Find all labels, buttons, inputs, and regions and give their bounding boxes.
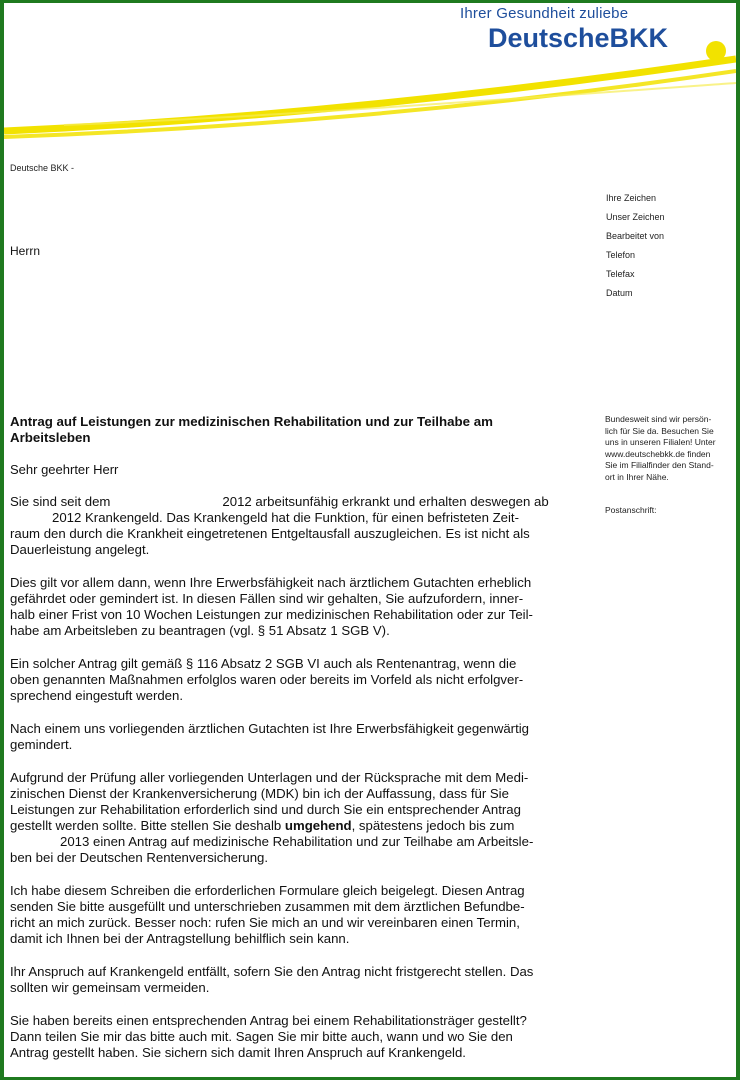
branch-info-note: [605, 414, 733, 483]
text-line: Dies gilt vor allem dann, wenn Ihre Erwerbsfähigkeit nach ärztlichem Gutachten erheblich: [10, 575, 532, 590]
paragraph-2: [10, 575, 590, 639]
text-line: Nach einem uns vorliegenden ärztlichen Gutachten ist Ihre Erwerbsfähigkeit gegenwärtig: [10, 721, 529, 736]
text-line: halb einer Frist von 10 Wochen Leistungen zur medizinischen Rehabilitation oder zur Teil-: [10, 607, 533, 622]
branch-info-line: Sie im Filialfinder den Stand-: [605, 460, 714, 470]
ref-field-ihre-zeichen: Ihre Zeichen: [606, 193, 657, 203]
brand-logo: [488, 23, 668, 54]
text-line: , spätestens jedoch bis zum: [351, 818, 515, 833]
text-line: senden Sie bitte ausgefüllt und unterschrieben zusammen mit dem ärztlichen Befundbe-: [10, 899, 525, 914]
text-line: Ich habe diesem Schreiben die erforderlichen Formulare gleich beigelegt. Diesen Antrag: [10, 883, 525, 898]
text-line: oben genannten Maßnahmen erfolglos waren oder bereits im Vorfeld als nicht erfolgver-: [10, 672, 524, 687]
ref-field-bearbeitet-von: Bearbeitet von: [606, 231, 665, 241]
text-line: gemindert.: [10, 737, 73, 752]
text-line: Sie haben bereits einen entsprechenden Antrag bei einem Rehabilitationsträger gestellt?: [10, 1013, 527, 1028]
text-line: Ihr Anspruch auf Krankengeld entfällt, sofern Sie den Antrag nicht fristgerecht stellen. Das: [10, 964, 534, 979]
text-line: Dauerleistung angelegt.: [10, 542, 150, 557]
text-line: raum den durch die Krankheit eingetretenen Entgeltausfall auszugleichen. Es ist nicht als: [10, 526, 530, 541]
text-line: Dann teilen Sie mir das bitte auch mit. Sagen Sie mir bitte auch, wann und wo Sie den: [10, 1029, 513, 1044]
letter-body: [10, 494, 590, 1077]
text-line: zinischen Dienst der Krankenversicherung (MDK) bin ich der Auffassung, dass für Sie: [10, 786, 509, 801]
ref-field-datum: Datum: [606, 288, 633, 298]
branch-info-line: lich für Sie da. Besuchen Sie: [605, 425, 714, 436]
postal-address-label: Postanschrift:: [605, 505, 657, 515]
text-line: damit ich Ihnen bei der Antragstellung behilflich sein kann.: [10, 931, 350, 946]
text-line: Leistungen zur Rehabilitation erforderlich sind und durch Sie ein entsprechender Antrag: [10, 802, 521, 817]
ref-field-telefon: Telefon: [606, 250, 636, 260]
ref-field-unser-zeichen: Unser Zeichen: [606, 212, 665, 222]
brand-tagline: Ihrer Gesundheit zuliebe: [460, 5, 629, 22]
branch-info-line: uns in unseren Filialen! Unter: [605, 437, 716, 447]
brand-logo-second: BKK: [609, 23, 669, 53]
branch-info-url: www.deutschebkk.de finden: [605, 448, 711, 459]
paragraph-4: [10, 721, 590, 753]
paragraph-3: [10, 656, 590, 704]
text-line: 2012 Krankengeld. Das Krankengeld hat die Funktion, für einen befristeten Zeit-: [52, 510, 519, 525]
text-line: gefährdet oder gemindert ist. In diesen Fällen sind wir gehalten, Sie aufzufordern, inner-: [10, 591, 524, 606]
text-line: Aufgrund der Prüfung aller vorliegenden Unterlagen und der Rücksprache mit dem Medi-: [10, 770, 529, 785]
text-line: richt an mich zurück. Besser noch: rufen Sie mich an und wir vereinbaren einen Termin,: [10, 915, 520, 930]
letter-subject: [10, 414, 550, 446]
paragraph-7: [10, 964, 590, 996]
text-line: Ein solcher Antrag gilt gemäß § 116 Absatz 2 SGB VI auch als Rentenantrag, wenn die: [10, 656, 517, 671]
branch-info-line: Bundesweit sind wir persön-: [605, 414, 712, 424]
paragraph-5: [10, 770, 590, 866]
paragraph-6: [10, 883, 590, 947]
text-line: gestellt werden sollte. Bitte stellen Sie deshalb: [10, 818, 285, 833]
yellow-swoosh-decoration: [4, 53, 736, 143]
text-line: ben bei der Deutschen Rentenversicherung.: [10, 850, 269, 865]
text-line: habe am Arbeitsleben zu beantragen (vgl. § 51 Absatz 1 SGB V).: [10, 623, 390, 638]
letter-greeting: Sehr geehrter Herr: [10, 462, 119, 477]
branch-info-line: ort in Ihrer Nähe.: [605, 471, 669, 482]
paragraph-8: [10, 1013, 590, 1061]
letter-page: [4, 3, 736, 1077]
reference-fields: [606, 193, 665, 307]
sender-line: Deutsche BKK -: [10, 163, 75, 173]
paragraph-1: [10, 494, 590, 558]
text-line: Sie sind seit dem: [10, 494, 111, 509]
subject-line: Antrag auf Leistungen zur medizinischen Rehabilitation und zur Teilhabe am: [10, 414, 493, 429]
brand-logo-first: Deutsche: [488, 23, 610, 53]
subject-line: Arbeitsleben: [10, 430, 91, 445]
text-line: Antrag gestellt haben. Sie sichern sich damit Ihren Anspruch auf Krankengeld.: [10, 1045, 466, 1060]
recipient-title: Herrn: [10, 244, 41, 258]
ref-field-telefax: Telefax: [606, 269, 635, 279]
text-line: 2012 arbeitsunfähig erkrankt und erhalten deswegen ab: [222, 494, 549, 509]
text-line: sprechend eingestuft werden.: [10, 688, 184, 703]
emphasis-word: umgehend: [284, 818, 352, 833]
text-line: 2013 einen Antrag auf medizinische Rehabilitation und zur Teilhabe am Arbeitsle-: [60, 834, 534, 849]
text-line: sollten wir gemeinsam vermeiden.: [10, 980, 210, 995]
